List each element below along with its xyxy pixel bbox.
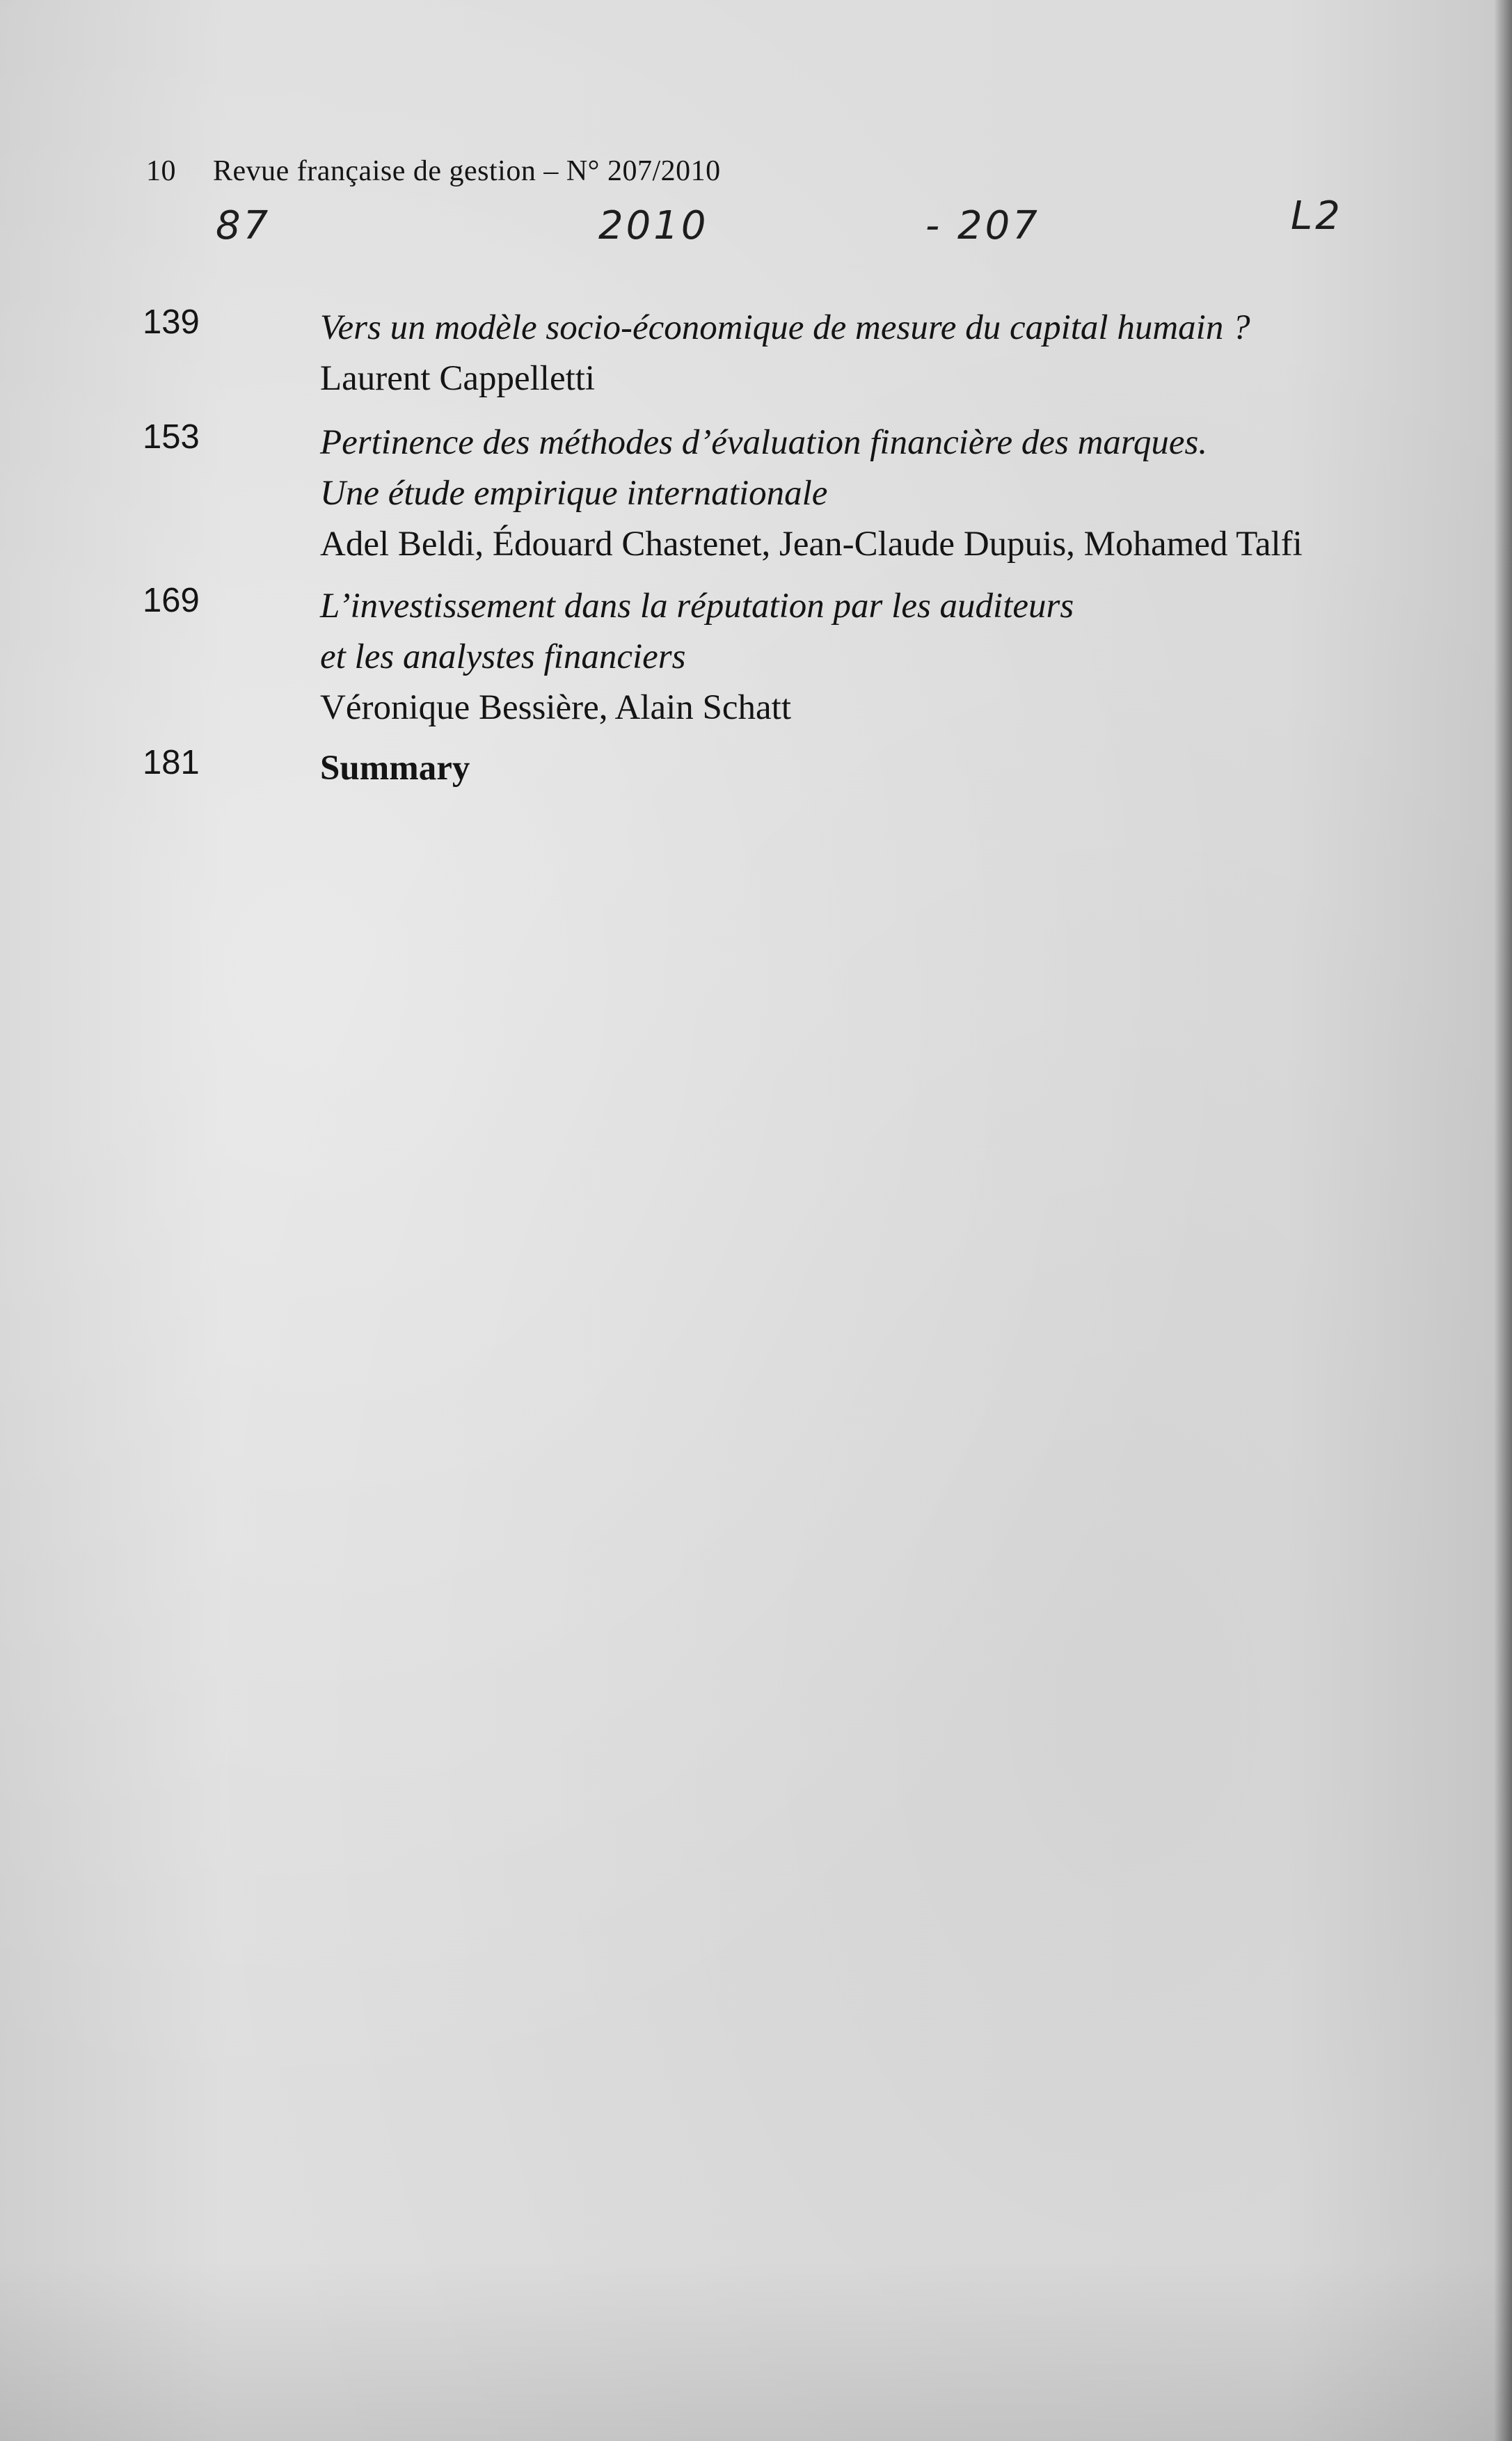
toc-page-number: 139 [143,303,200,341]
toc-summary-label: Summary [320,749,470,788]
page-bottom-shade [0,2260,1512,2441]
running-head-page-number: 10 [146,155,176,187]
toc-page-number: 153 [143,418,200,456]
toc-title-line: L’investissement dans la réputation par les auditeurs [320,587,1074,626]
page-edge-shadow [1494,0,1512,2441]
handwritten-note-1: 87 [216,203,271,248]
toc-entry-body [320,418,1475,570]
toc-title-line: Vers un modèle socio-économique de mesure du capital humain ? [320,308,1250,347]
toc-authors: Adel Beldi, Édouard Chastenet, Jean-Claude Dupuis, Mohamed Talfi [320,525,1303,564]
toc-page-number: 181 [143,744,200,781]
running-head [146,154,721,188]
handwritten-note-4: L2 [1291,193,1343,239]
toc-title-line: et les analystes financiers [320,637,686,676]
toc-entry-body [320,303,1475,404]
handwritten-note-2: 2010 [598,203,709,248]
toc-page-number: 169 [143,582,200,619]
toc-authors: Véronique Bessière, Alain Schatt [320,688,791,727]
toc-authors: Laurent Cappelletti [320,359,596,398]
toc-entry-body [320,743,1475,794]
toc-title-line: Une étude empirique internationale [320,474,828,513]
handwritten-note-3: - 207 [925,203,1040,248]
toc-entry-body [320,581,1475,733]
running-head-title: Revue française de gestion – N° 207/2010 [213,155,721,187]
toc-title-line: Pertinence des méthodes d’évaluation financière des marques. [320,423,1208,462]
